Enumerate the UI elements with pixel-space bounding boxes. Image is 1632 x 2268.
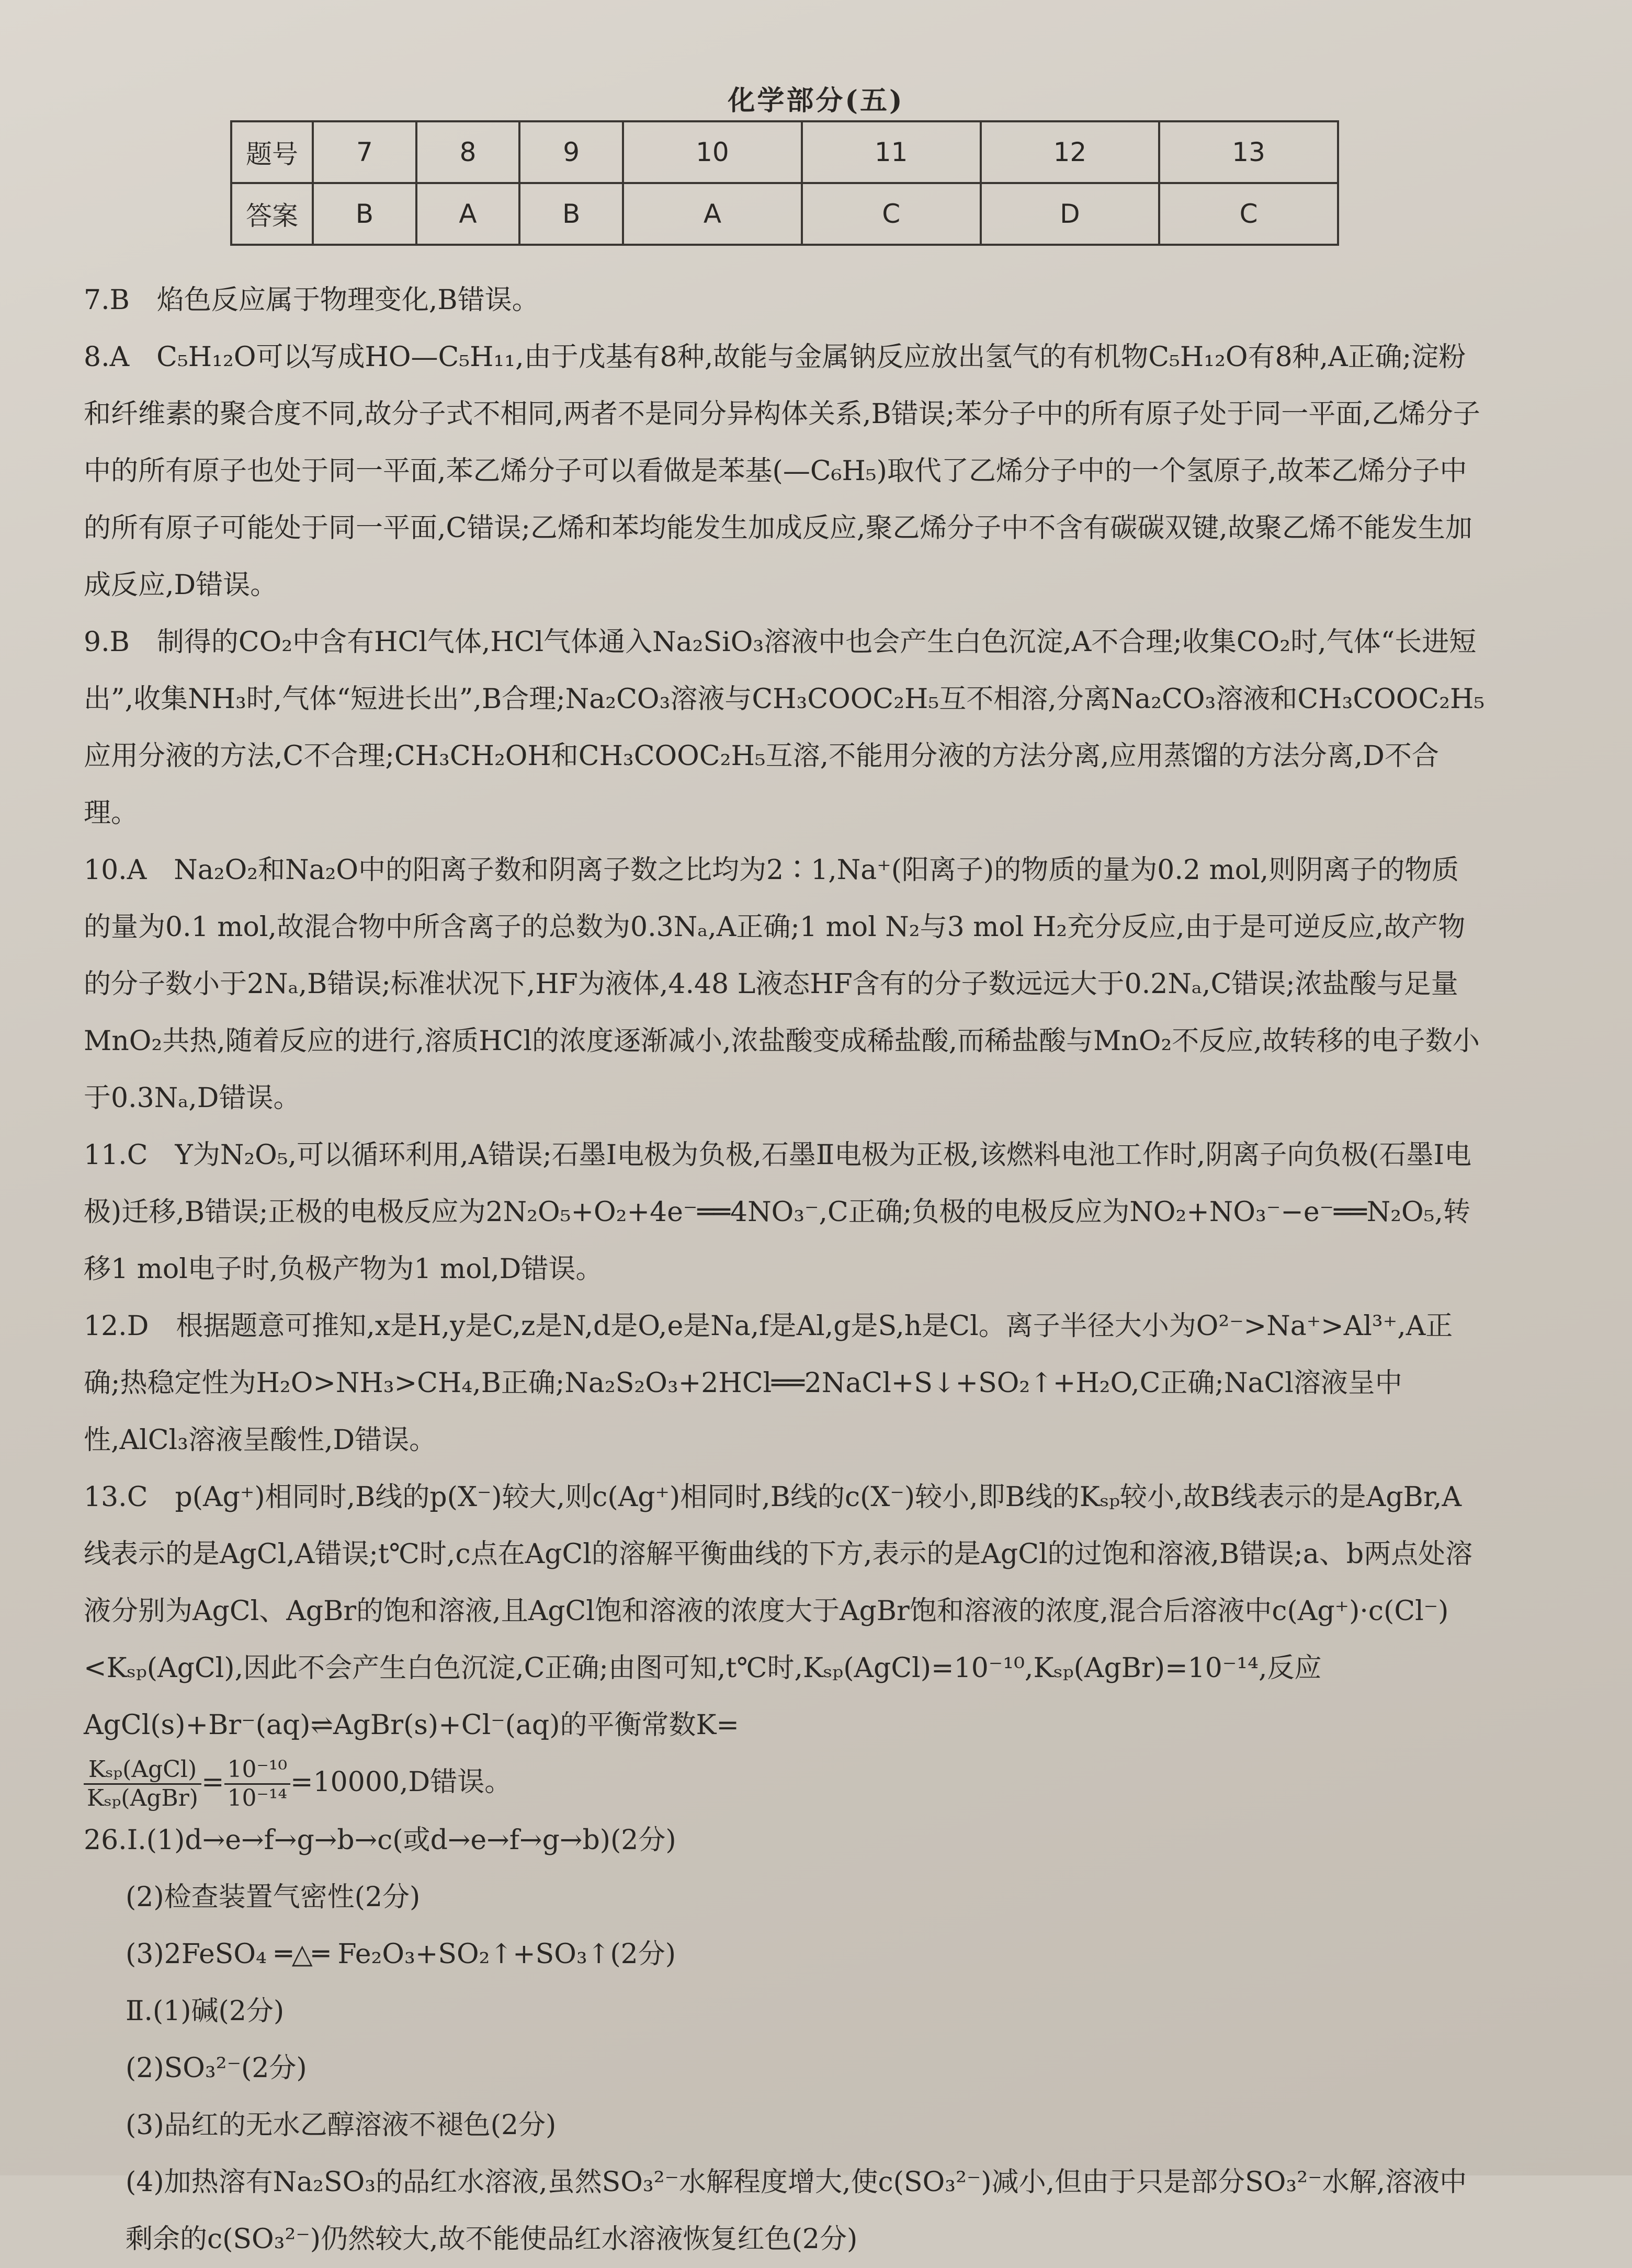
- answer-q26-line4: Ⅱ.(1)碱(2分): [126, 1996, 285, 2027]
- answer-q26-line1: 26.Ⅰ.(1)d→e→f→g→b→c(或d→e→f→g→b)(2分): [84, 1825, 676, 1856]
- explanation-q8: 8.A C₅H₁₂O可以写成HO—C₅H₁₁,由于戊基有8种,故能与金属钠反应放出氢气的有机物C₅H₁₂O有8种,A正确;淀粉和纤维素的聚合度不同,故分子式不相同,两者不是同分异构体关系,B错误;苯分子中的所有原子处于同一平面,乙烯分子中的所有原子也处于同一平面,苯乙烯分子可以看做是苯基(—C₆H₅)取代了乙烯分子中的一个氢原子,故苯乙烯分子中的所有原子可能处于同一平面,C错误;乙烯和苯均能发生加成反应,聚乙烯分子中不含有碳碳双键,故聚乙烯不能发生加成反应,D错误。: [84, 341, 1480, 601]
- answer-q26-line5: (2)SO₃²⁻(2分): [126, 2053, 307, 2084]
- answer-cell: B: [313, 183, 416, 245]
- power-ratio-fraction: [224, 1756, 291, 1812]
- table-row: [231, 183, 1338, 245]
- explanation-q11: 11.C Y为N₂O₅,可以循环利用,A错误;石墨Ⅰ电极为负极,石墨Ⅱ电极为正极,该燃料电池工作时,阴离子向负极(石墨Ⅰ电极)迁移,B错误;正极的电极反应为2N₂O₅+O₂+4e⁻══4NO₃⁻,C正确;负极的电极反应为NO₂+NO₃⁻−e⁻══N₂O₅,转移1 mol电子时,负极产物为1 mol,D错误。: [84, 1139, 1472, 1285]
- answer-table: [230, 120, 1339, 246]
- question-number: 13: [1159, 121, 1338, 183]
- table-row: [231, 121, 1338, 183]
- answer-q26-line3: (3)2FeSO₄ ═△═ Fe₂O₃+SO₂↑+SO₃↑(2分): [126, 1939, 676, 1970]
- answer-cell: A: [416, 183, 519, 245]
- ksp-ratio-fraction: [84, 1756, 201, 1812]
- answer-cell: A: [623, 183, 802, 245]
- question-number: 7: [313, 121, 416, 183]
- answer-cell: C: [1159, 183, 1338, 245]
- section-title: 化学部分(五): [728, 85, 904, 117]
- explanation-q13-text: 13.C p(Ag⁺)相同时,B线的p(X⁻)较大,则c(Ag⁺)相同时,B线的c(X⁻)较小,即B线的Kₛₚ较小,故B线表示的是AgBr,A线表示的是AgCl,A错误;t℃时,c点在AgCl的溶解平衡曲线的下方,表示的是AgCl的过饱和溶液,B错误;a、b两点处溶液分别为AgCl、AgBr的饱和溶液,且AgCl饱和溶液的浓度大于AgBr饱和溶液的浓度,混合后溶液中c(Ag⁺)·c(Cl⁻)<Kₛₚ(AgCl),因此不会产生白色沉淀,C正确;由图可知,t℃时,Kₛₚ(AgCl)=10⁻¹⁰,Kₛₚ(AgBr)=10⁻¹⁴,反应AgCl(s)+Br⁻(aq)⇌AgBr(s)+Cl⁻(aq)的平衡常数K=: [84, 1481, 1473, 1741]
- answer-q26-line2: (2)检查装置气密性(2分): [126, 1882, 421, 1913]
- explanation-q7: 7.B 焰色反应属于物理变化,B错误。: [84, 284, 539, 316]
- answer-cell: C: [802, 183, 981, 245]
- answer-q26-line7: (4)加热溶有Na₂SO₃的品红水溶液,虽然SO₃²⁻水解程度增大,使c(SO₃²⁻)减小,但由于只是部分SO₃²⁻水解,溶液中剩余的c(SO₃²⁻)仍然较大,故不能使品红水溶液恢复红色(2分): [126, 2167, 1467, 2255]
- explanation-q13: 13.C p(Ag⁺)相同时,B线的p(X⁻)较大,则c(Ag⁺)相同时,B线的c(X⁻)较小,即B线的Kₛₚ较小,故B线表示的是AgBr,A线表示的是AgCl,A错误;t℃时,c点在AgCl的溶解平衡曲线的下方,表示的是AgCl的过饱和溶液,B错误;a、b两点处溶液分别为AgCl、AgBr的饱和溶液,且AgCl饱和溶液的浓度大于AgBr饱和溶液的浓度,混合后溶液中c(Ag⁺)·c(Cl⁻)<Kₛₚ(AgCl),因此不会产生白色沉淀,C正确;由图可知,t℃时,Kₛₚ(AgCl)=10⁻¹⁰,Kₛₚ(AgBr)=10⁻¹⁴,反应AgCl(s)+Br⁻(aq)⇌AgBr(s)+Cl⁻(aq)的平衡常数K= $\frac{\text{Kₛₚ(AgCl)}}{\text{Kₛₚ(AgBr)}}$ = $\frac{\text{10⁻¹⁰}}{\text{10⁻¹⁴}}$ =10000,D错误。: [84, 1481, 1473, 1811]
- question-number: 12: [981, 121, 1160, 183]
- fraction-numerator: 10⁻¹⁰: [224, 1756, 291, 1785]
- fraction-numerator: Kₛₚ(AgCl): [84, 1756, 201, 1785]
- answer-cell: B: [519, 183, 623, 245]
- explanation-q9: 9.B 制得的CO₂中含有HCl气体,HCl气体通入Na₂SiO₃溶液中也会产生白色沉淀,A不合理;收集CO₂时,气体“长进短出”,收集NH₃时,气体“短进长出”,B合理;Na₂CO₃溶液与CH₃COOC₂H₅互不相溶,分离Na₂CO₃溶液和CH₃COOC₂H₅应用分液的方法,C不合理;CH₃CH₂OH和CH₃COOC₂H₅互溶,不能用分液的方法分离,应用蒸馏的方法分离,D不合理。: [84, 626, 1485, 829]
- answer-q26-line6: (3)品红的无水乙醇溶液不褪色(2分): [126, 2110, 557, 2141]
- row-label-answer: 答案: [231, 183, 313, 245]
- fraction-denominator: Kₛₚ(AgBr): [87, 1785, 198, 1811]
- fraction-result: =10000,D错误。: [290, 1766, 512, 1798]
- answer-cell: D: [981, 183, 1160, 245]
- explanation-q10: 10.A Na₂O₂和Na₂O中的阳离子数和阴离子数之比均为2∶1,Na⁺(阳离子)的物质的量为0.2 mol,则阴离子的物质的量为0.1 mol,故混合物中所含离子的总数为0.3Nₐ,A正确;1 mol N₂与3 mol H₂充分反应,由于是可逆反应,故产物的分子数小于2Nₐ,B错误;标准状况下,HF为液体,4.48 L液态HF含有的分子数远远大于0.2Nₐ,C错误;浓盐酸与足量MnO₂共热,随着反应的进行,溶质HCl的浓度逐渐减小,浓盐酸变成稀盐酸,而稀盐酸与MnO₂不反应,故转移的电子数小于0.3Nₐ,D错误。: [84, 854, 1480, 1114]
- question-number: 9: [519, 121, 623, 183]
- fraction-denominator: 10⁻¹⁴: [227, 1785, 288, 1811]
- explanation-q12: 12.D 根据题意可推知,x是H,y是C,z是N,d是O,e是Na,f是Al,g是S,h是Cl。离子半径大小为O²⁻>Na⁺>Al³⁺,A正确;热稳定性为H₂O>NH₃>CH₄,B正确;Na₂S₂O₃+2HCl══2NaCl+S↓+SO₂↑+H₂O,C正确;NaCl溶液呈中性,AlCl₃溶液呈酸性,D错误。: [84, 1310, 1453, 1456]
- question-number: 11: [802, 121, 981, 183]
- question-number: 8: [416, 121, 519, 183]
- explanations: [84, 272, 1486, 2268]
- row-label-number: 题号: [231, 121, 313, 183]
- question-number: 10: [623, 121, 802, 183]
